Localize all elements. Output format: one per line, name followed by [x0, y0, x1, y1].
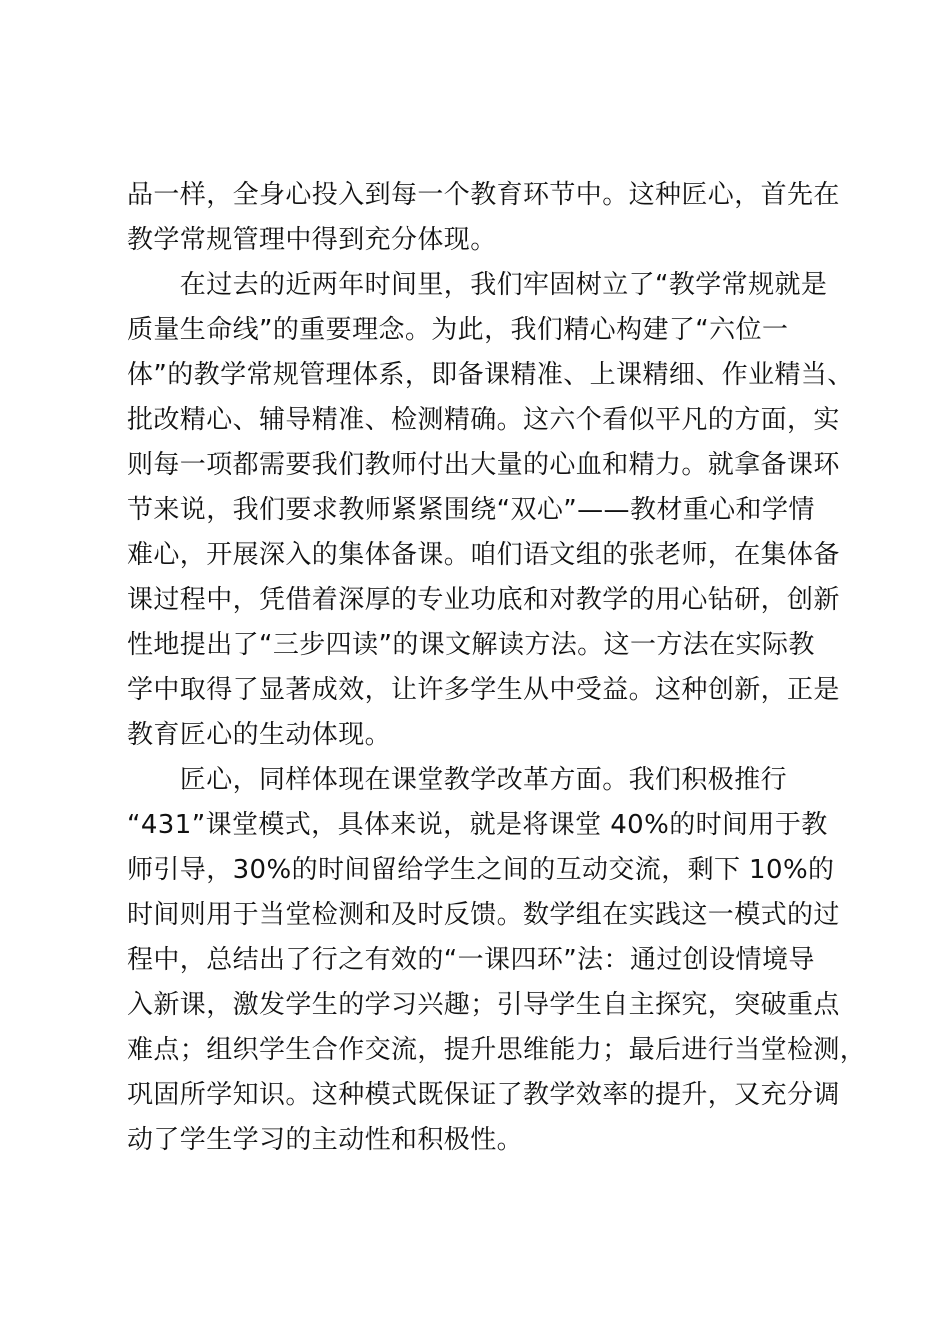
text-line: 体”的教学常规管理体系，即备课精准、上课精细、作业精当、	[127, 360, 854, 390]
text-line: “431”课堂模式，具体来说，就是将课堂 40%的时间用于教	[127, 810, 828, 840]
text-line: 则每一项都需要我们教师付出大量的心血和精力。就拿备课环	[127, 450, 840, 480]
text-line: 难心，开展深入的集体备课。咱们语文组的张老师，在集体备	[127, 540, 840, 570]
text-line: 程中，总结出了行之有效的“一课四环”法：通过创设情境导	[127, 945, 815, 975]
text-line: 动了学生学习的主动性和积极性。	[127, 1125, 524, 1155]
text-line: 学中取得了显著成效，让许多学生从中受益。这种创新，正是	[127, 675, 840, 705]
text-line: 课过程中，凭借着深厚的专业功底和对教学的用心钻研，创新	[127, 585, 840, 615]
text-line: 时间则用于当堂检测和及时反馈。数学组在实践这一模式的过	[127, 900, 840, 930]
text-line: 匠心，同样体现在课堂教学改革方面。我们积极推行	[127, 765, 788, 795]
text-line: 巩固所学知识。这种模式既保证了教学效率的提升，又充分调	[127, 1080, 840, 1110]
text-line: 师引导，30%的时间留给学生之间的互动交流，剩下 10%的	[127, 855, 835, 885]
text-line: 教学常规管理中得到充分体现。	[127, 225, 497, 255]
text-line: 批改精心、辅导精准、检测精确。这六个看似平凡的方面，实	[127, 405, 840, 435]
text-line: 性地提出了“三步四读”的课文解读方法。这一方法在实际教	[127, 630, 815, 660]
text-line: 教育匠心的生动体现。	[127, 720, 392, 750]
text-line: 品一样，全身心投入到每一个教育环节中。这种匠心，首先在	[127, 180, 840, 210]
text-line: 入新课，激发学生的学习兴趣；引导学生自主探究，突破重点	[127, 990, 840, 1020]
text-line: 节来说，我们要求教师紧紧围绕“双心”——教材重心和学情	[127, 495, 815, 525]
text-line: 质量生命线”的重要理念。为此，我们精心构建了“六位一	[127, 315, 789, 345]
text-line: 在过去的近两年时间里，我们牢固树立了“教学常规就是	[127, 270, 828, 300]
text-line: 难点；组织学生合作交流，提升思维能力；最后进行当堂检测，	[127, 1035, 867, 1065]
